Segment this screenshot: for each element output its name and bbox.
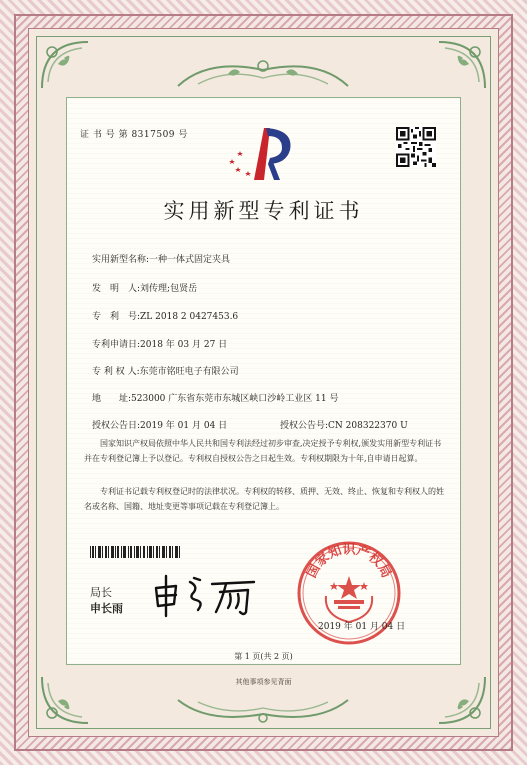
field-value: 2018 年 03 月 27 日 bbox=[140, 340, 228, 350]
field-value: CN 208322370 U bbox=[328, 421, 408, 431]
qr-code-icon bbox=[396, 127, 436, 167]
paragraph-legal-status: 专利证书记载专利权登记时的法律状况。专利权的转移、质押、无效、终止、恢复和专利权人的姓名或名称、国籍、地址变更等事项记载在专利登记簿上。 bbox=[84, 487, 444, 511]
bottom-center-ornament bbox=[168, 696, 358, 726]
patent-office-logo-icon bbox=[224, 124, 298, 182]
field-address bbox=[92, 391, 338, 404]
seal-date: 2019 年 01 月 04 日 bbox=[318, 622, 406, 632]
director-name: 申长雨 bbox=[90, 602, 123, 615]
field-label: 专利申请日: bbox=[92, 340, 141, 350]
field-value: 东莞市铭旺电子有限公司 bbox=[139, 367, 239, 377]
field-grant-date bbox=[92, 418, 227, 431]
field-label: 发 明 人: bbox=[92, 284, 141, 294]
field-label: 地 址: bbox=[92, 394, 132, 404]
certificate-title: 实用新型专利证书 bbox=[163, 199, 364, 223]
paragraph-grant-statement: 国家知识产权局依照中华人民共和国专利法经过初步审查,决定授予专利权,颁发实用新型专利证书并在专利登记簿上予以登记。专利权自授权公告之日起生效。专利权期限为十年,自申请日起算。 bbox=[84, 439, 442, 463]
corner-ornament-top-left bbox=[38, 38, 92, 92]
field-label: 专 利 号: bbox=[92, 312, 141, 322]
field-value: 523000 广东省东莞市东城区峡口沙岭工业区 11 号 bbox=[131, 394, 339, 404]
field-utility-model-name bbox=[92, 252, 230, 265]
seal-text: 国家知识产权局 bbox=[304, 542, 394, 581]
field-label: 授权公告日: bbox=[92, 421, 141, 431]
field-filing-date bbox=[92, 337, 227, 350]
field-label: 专 利 权 人: bbox=[92, 367, 140, 377]
field-value: 2019 年 01 月 04 日 bbox=[140, 421, 228, 431]
corner-ornament-top-right bbox=[435, 38, 489, 92]
footer-note: 其他事项参见背面 bbox=[235, 678, 292, 686]
field-patent-number bbox=[92, 309, 238, 322]
field-inventor bbox=[92, 281, 197, 294]
field-label: 实用新型名称: bbox=[92, 255, 150, 265]
field-value: ZL 2018 2 0427453.6 bbox=[140, 312, 239, 322]
director-title: 局长 bbox=[90, 586, 112, 599]
field-patentee bbox=[92, 364, 239, 377]
certificate-number: 证 书 号 第 8317509 号 bbox=[80, 130, 188, 140]
field-value: 一种一体式固定夹具 bbox=[149, 255, 231, 265]
field-value: 刘传理;包贤岳 bbox=[140, 284, 198, 294]
barcode-icon bbox=[90, 546, 180, 558]
svg-text:国家知识产权局 bbox=[303, 542, 393, 581]
page-number: 第 1 页(共 2 页) bbox=[234, 652, 293, 661]
top-center-ornament bbox=[168, 56, 358, 92]
field-label: 授权公告号: bbox=[280, 421, 329, 431]
handwritten-signature-icon bbox=[150, 570, 260, 618]
field-grant-number bbox=[280, 418, 408, 431]
